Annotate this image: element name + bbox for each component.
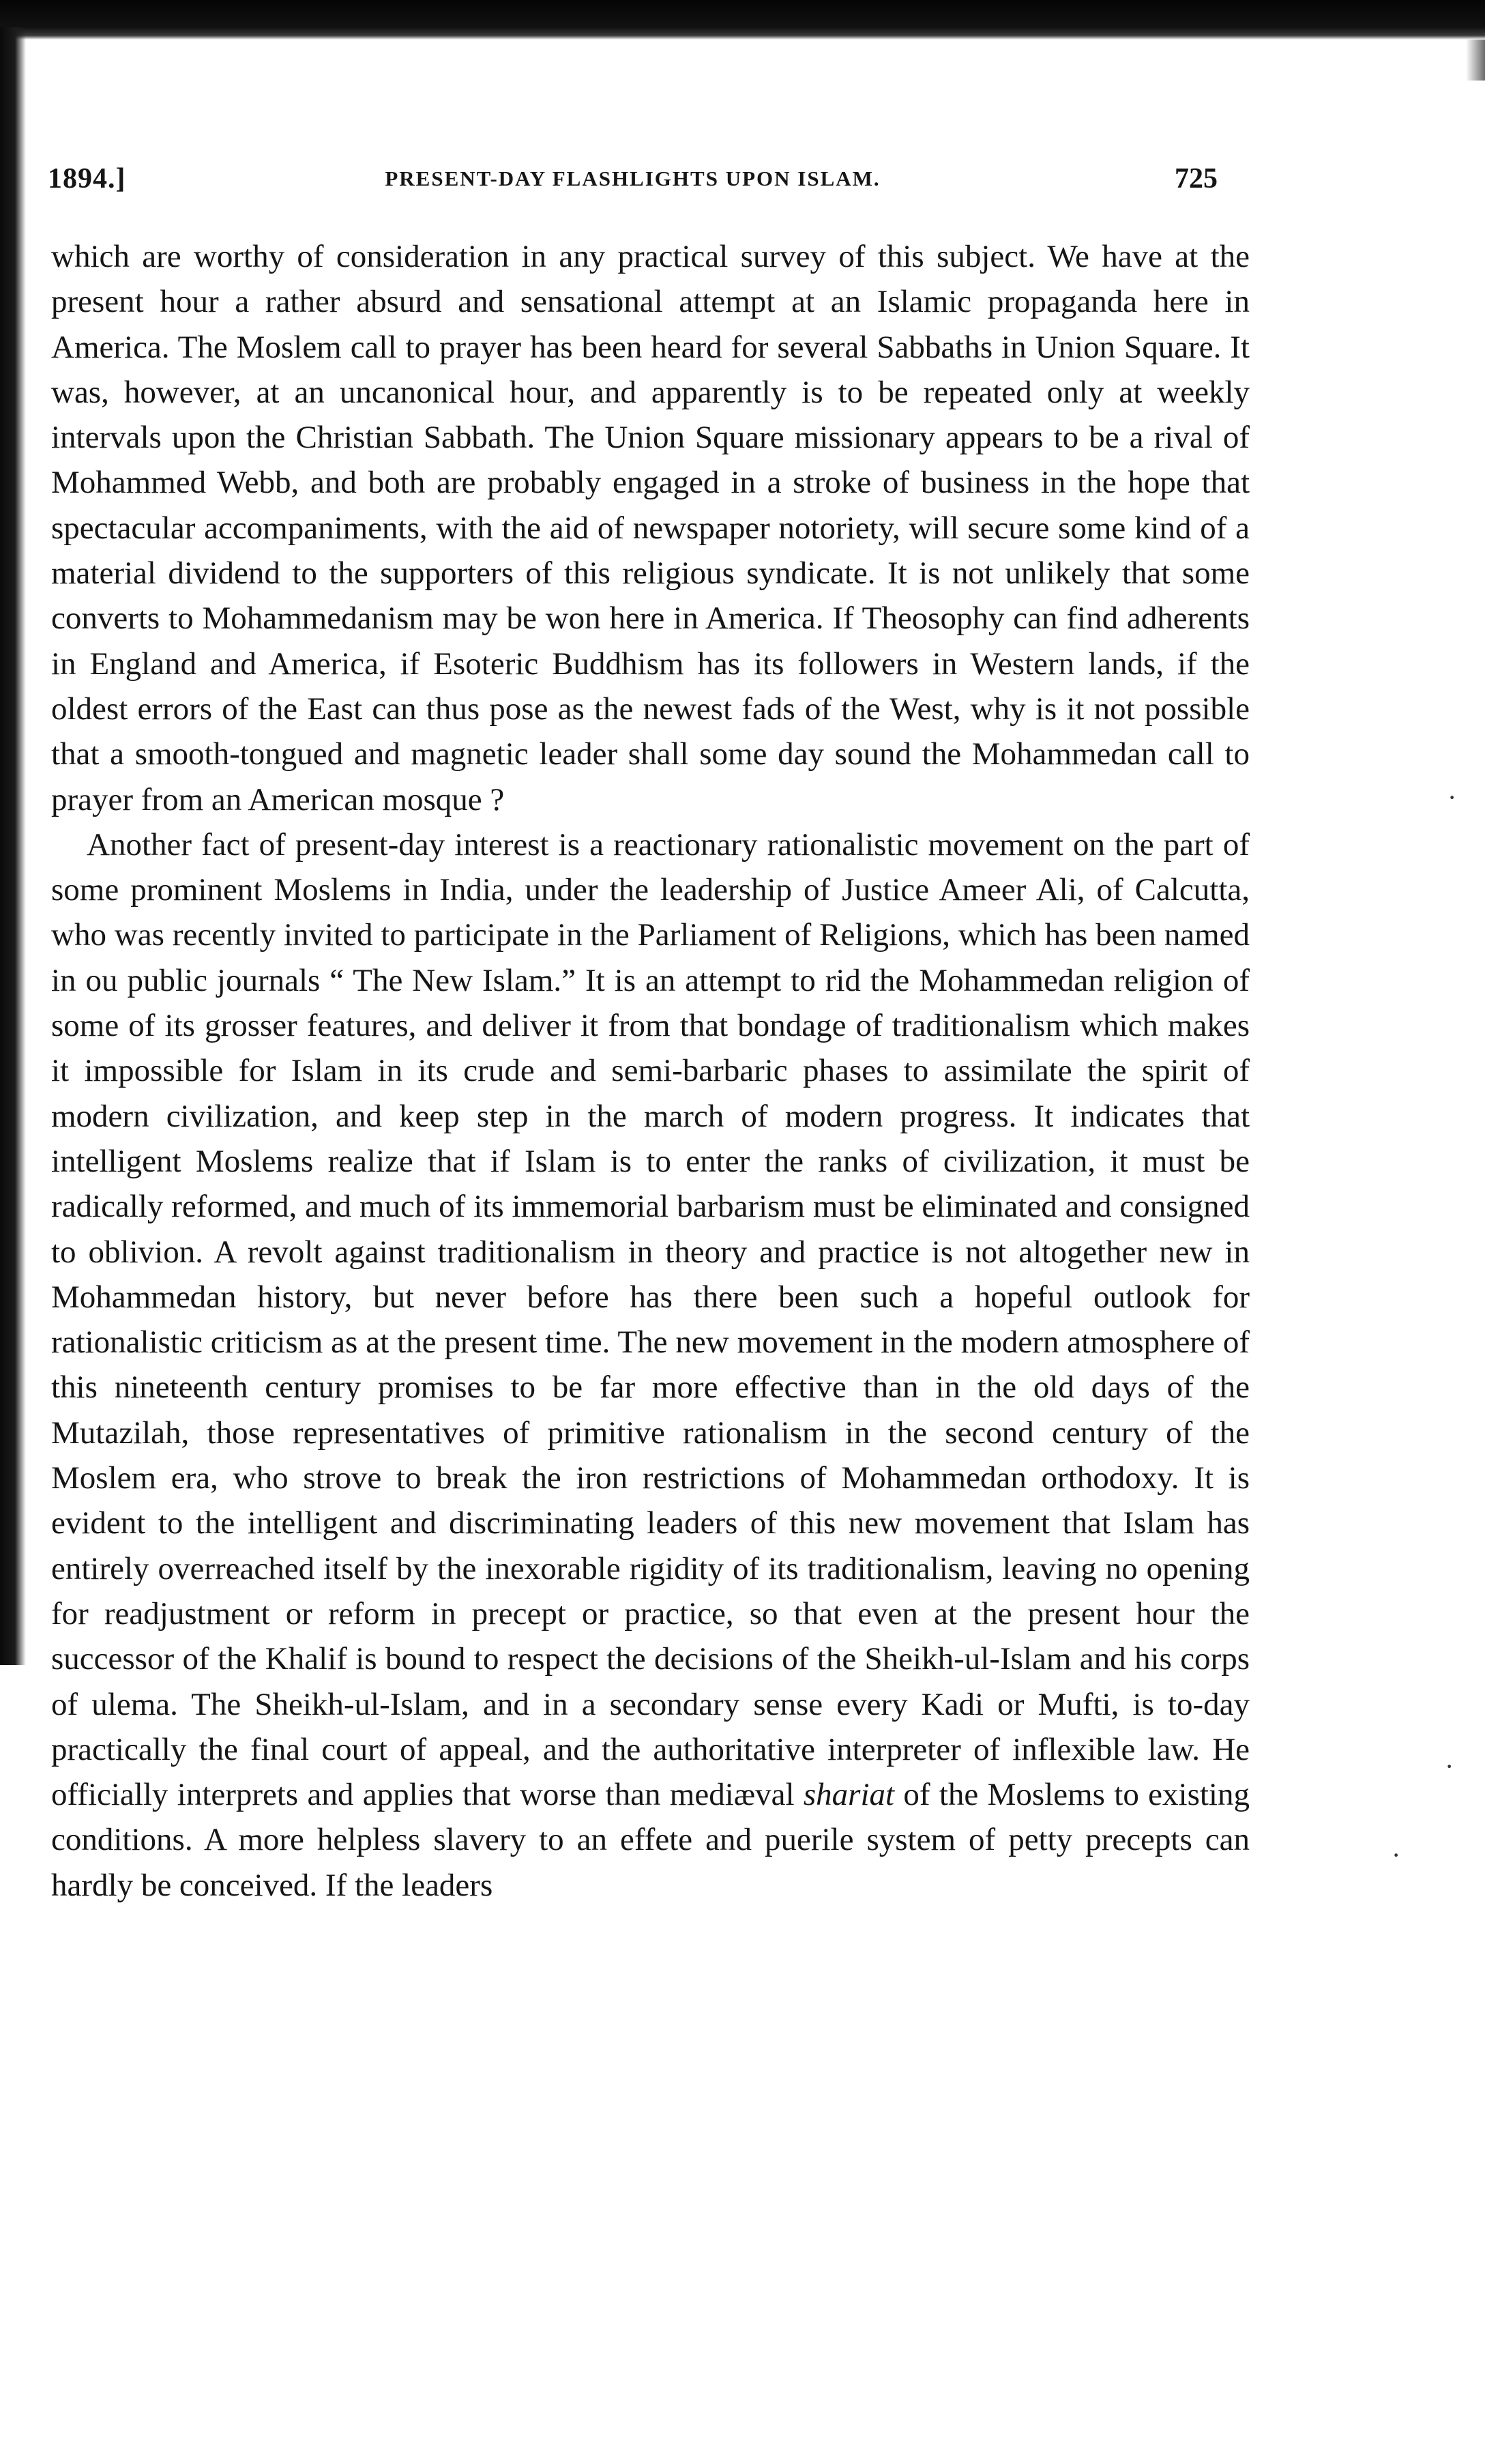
header-year: 1894.] — [48, 163, 126, 194]
scan-right-shadow — [1466, 40, 1485, 81]
italic-term-shariat: shariat — [803, 1777, 895, 1813]
scan-speck: · — [1447, 782, 1457, 813]
paragraph-2 — [51, 822, 1250, 1908]
scan-speck: · — [1392, 1840, 1401, 1870]
page-header — [48, 162, 1218, 203]
paragraph-1: which are worthy of consideration in any practical survey of this subject. We have at the present hour a rather absurd and sensational attempt at an Islamic propaganda here in America. The Moslem call to prayer has been heard for several Sabbaths in Union Square. It was, however, at an uncanonical hour, and apparently is to be repeated only at weekly intervals upon the Christian Sabbath. The Union Square missionary appears to be a rival of Mohammed Webb, and both are probably engaged in a stroke of business in the hope that spectacular accompaniments, with the aid of newspaper notoriety, will secure some kind of a material dividend to the supporters of this religious syndicate. It is not unlikely that some converts to Mohammedanism may be won here in America. If Theosophy can find adherents in England and America, if Esoteric Buddhism has its followers in Western lands, if the oldest errors of the East can thus pose as the newest fads of the West, why is it not possible that a smooth-tongued and magnetic leader shall some day sound the Mohammedan call to prayer from an American mosque ? — [51, 239, 1250, 817]
page-number: 725 — [1175, 163, 1218, 194]
scan-speck: · — [1445, 1751, 1454, 1782]
paragraph-2-text-start: Another fact of present-day interest is a reactionary rationalistic movement on the part of some prominent Moslems in India, under the leadership of Justice Ameer Ali, of Calcutta, who was recently invited to participate in the Parliament of Religions, which has been named in ou public journals “ The New Islam.” It is an attempt to rid the Mohammedan religion of some of its grosser features, and deliver it from that bondage of traditionalism which makes it impossible for Islam in its crude and semi-barbaric phases to assimilate the spirit of modern civilization, and keep step in the march of modern progress. It indicates that intelligent Moslems realize that if Islam is to enter the ranks of civilization, it must be radically reformed, and much of its immemorial barbarism must be eliminated and consigned to oblivion. A revolt against traditionalism in theory and practice is not altogether new in Mohammedan history, but never before has there been such a hopeful outlook for rationalistic criticism as at the present time. The new movement in the modern atmosphere of this nineteenth century promises to be far more effective than in the old days of the Mutazilah, those representatives of primitive rationalism in the second century of the Moslem era, who strove to break the iron restrictions of Mohammedan orthodoxy. It is evident to the intelligent and discriminating leaders of this new movement that Islam has entirely overreached itself by the inexorable rigidity of its traditionalism, leaving no opening for readjustment or reform in precept or practice, so that even at the present hour the successor of the Khalif is bound to respect the decisions of the Sheikh-ul-Islam and his corps of ulema. The Sheikh-ul-Islam, and in a secondary sense every Kadi or Mufti, is to-day practically the final court of appeal, and the authoritative interpreter of inflexible law. He officially interprets and applies that worse than mediæval — [51, 826, 1250, 1813]
page-body — [51, 234, 1250, 1908]
scan-left-border — [0, 27, 26, 1665]
paragraph-2-text-end: of the Moslems to existing conditions. A more helpless slavery to an effete and puerile system of petty precepts can hardly be conceived. If the leaders — [51, 1777, 1250, 1903]
scan-top-border — [0, 0, 1485, 40]
running-title: PRESENT-DAY FLASHLIGHTS UPON ISLAM. — [385, 166, 881, 190]
